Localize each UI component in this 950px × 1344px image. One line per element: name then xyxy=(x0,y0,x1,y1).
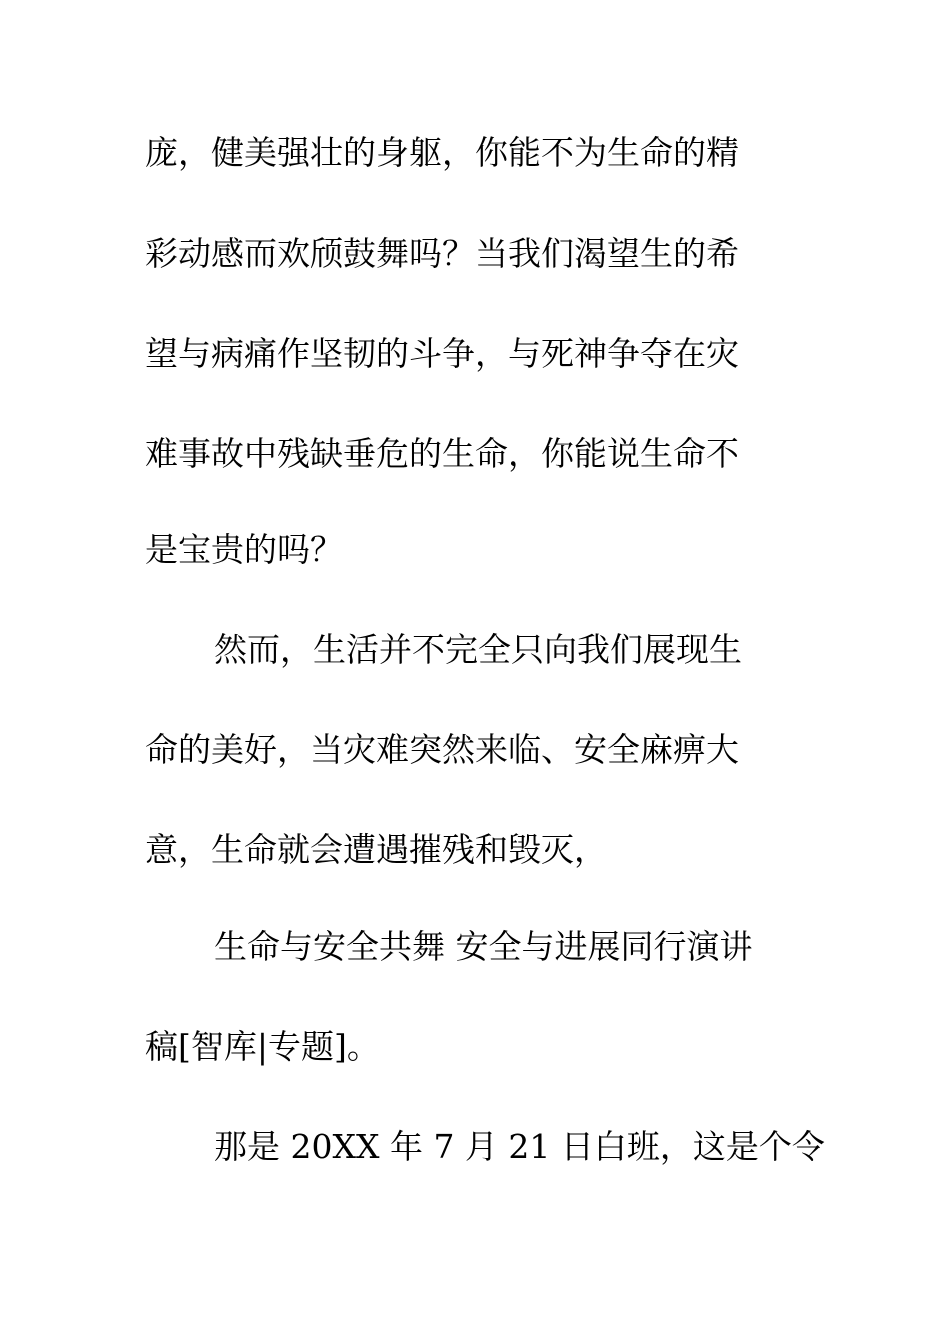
text-line: 稿[智库|专题]。 xyxy=(145,1027,380,1066)
text-line: 命的美好，当灾难突然来临、安全麻痹大 xyxy=(145,730,739,769)
paragraph-start-line: 生命与安全共舞 安全与进展同行演讲 xyxy=(214,927,753,966)
text-line: 意，生命就会遭遇摧残和毁灭， xyxy=(145,830,607,869)
text-line: 难事故中残缺垂危的生命，你能说生命不 xyxy=(145,434,739,473)
text-line: 望与病痛作坚韧的斗争，与死神争夺在灾 xyxy=(145,334,739,373)
text-line: 庞，健美强壮的身躯，你能不为生命的精 xyxy=(145,133,739,172)
text-line: 彩动感而欢颀鼓舞吗？当我们渴望生的希 xyxy=(145,234,739,273)
paragraph-start-line: 然而，生活并不完全只向我们展现生 xyxy=(214,630,742,669)
text-line: 是宝贵的吗？ xyxy=(145,530,343,569)
paragraph-start-line: 那是 20XX 年 7 月 21 日白班，这是个令 xyxy=(214,1127,825,1166)
